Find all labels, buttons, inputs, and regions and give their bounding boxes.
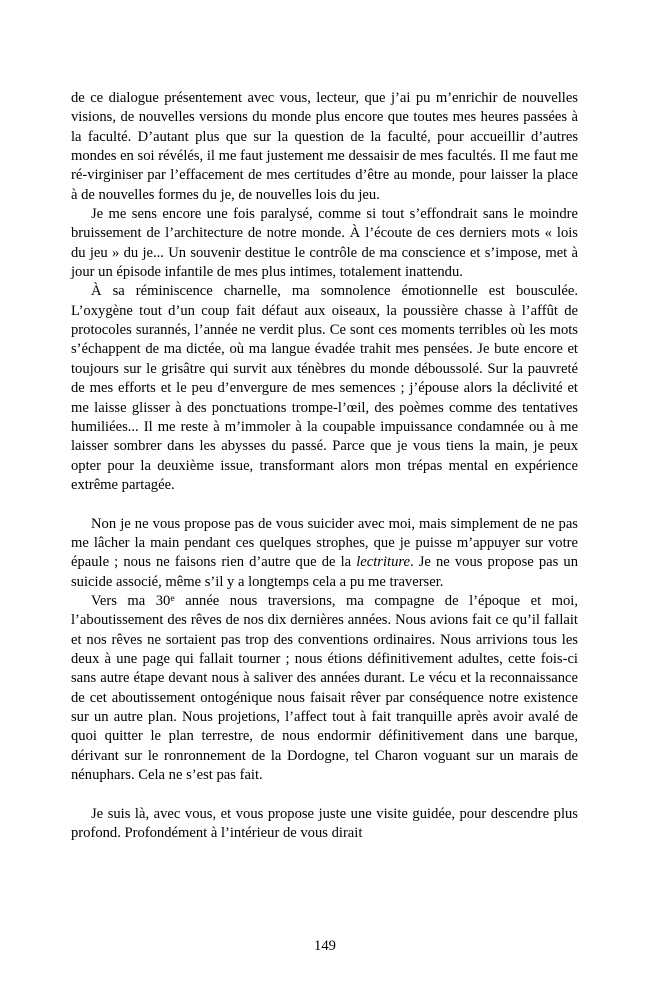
paragraph-1: de ce dialogue présentement avec vous, lecteur, que j’ai pu m’enrichir de nouvelles visions, de nouvelles versions du monde plus encore que toutes mes heures passées à la faculté. D’autant plus que sur la question de la faculté, pour accueillir d’autres mondes en soi révélés, il me faut justement me dessaisir de mes facultés. Il me faut me ré-virginiser par l’effacement de mes certitudes d’être au monde, pour laisser la place à de nouvelles formes du je, de nouvelles lois du jeu. bbox=[71, 90, 578, 203]
superscript-ordinal: e bbox=[170, 592, 175, 604]
italic-run: lectriture bbox=[356, 554, 410, 571]
body-text-column bbox=[71, 89, 578, 843]
paragraph-2: Je me sens encore une fois paralysé, comme si tout s’effondrait sans le moindre bruissement de l’architecture de notre monde. À l’écoute de ces derniers mots « lois du jeu » du je... Un souvenir destitue le contrôle de ma conscience et s’impose, met à jour un épisode infantile de mes plus intimes, totalement inattendu. bbox=[71, 206, 578, 281]
paragraph-5: Vers ma 30e année nous traversions, ma compagne de l’époque et moi, l’aboutissement des rêves de nos dix dernières années. Nous avions fait ce qu’il fallait et nos rêves ne sortaient pas trop des conventions ordinaires. Nous arrivions tous les deux à une page qui fallait tourner ; nous étions définitivement adultes, cette fois-ci sans autre étape devant nous à saliver des années durant. Le vécu et la reconnaissance de cet aboutissement ontogénique nous faisait rêver par conséquence notre existence sur un autre plan. Nous projetions, l’affect tout à fait tranquille après avoir avalé de quoi quitter le plan terrestre, de nous endormir définitivement dans une barque, dérivant sur le ronronnement de la Dordogne, tel Charon voguant sur un marais de nénuphars. Cela ne s’est pas fait. bbox=[71, 592, 578, 784]
paragraph-3: À sa réminiscence charnelle, ma somnolence émotionnelle est bousculée. L’oxygène tout d’un coup fait défaut aux oiseaux, la poussière chasse à l’affût de protocoles surannés, l’année ne verdit plus. Ce sont ces moments terribles où les mots s’échappent de ma dictée, où ma langue évadée trahit mes pensées. Je bute encore et toujours sur le grisâtre qui survit aux ténèbres du monde déboussolé. Sur la pauvreté de mes efforts et le peu d’envergure de mes semences ; j’épouse alors la déclivité et me laisse glisser à des ponctuations trompe-l’œil, des poèmes comme des tentatives humiliées... Il me reste à m’immoler à la coupable impuissance condamnée ou à me laisser sombrer dans les abysses du passé. Parce que je vous tiens la main, je peux opter pour la deuxième issue, transformant alors mon trépas mental en expérience extrême partagée. bbox=[71, 283, 578, 493]
paragraph-6: Je suis là, avec vous, et vous propose juste une visite guidée, pour descendre plus profond. Profondément à l’intérieur de vous dirait bbox=[71, 805, 578, 842]
page-number: 149 bbox=[314, 938, 336, 954]
paragraph-4: Non je ne vous propose pas de vous suicider avec moi, mais simplement de ne pas me lâcher la main pendant ces quelques strophes, que je puisse m’appuyer sur votre épaule ; nous ne faisons rien d’autre que de la lectriture. Je ne vous propose pas un suicide associé, même s’il y a longtemps cela a pu me traverser. bbox=[71, 515, 578, 590]
